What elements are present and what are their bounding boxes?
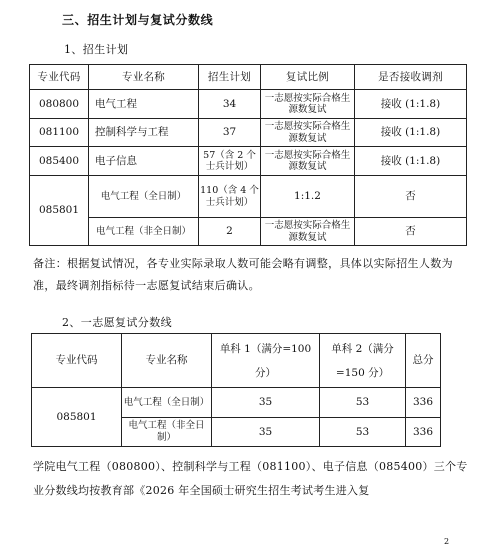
- bottom-paragraph: 学院电气工程（080800）、控制科学与工程（081100）、电子信息（085400）三个专业分数线均按教育部《2026 年全国硕士研究生招生考试考生进入复: [33, 460, 468, 497]
- header-code: 专业代码: [30, 65, 89, 90]
- cell-code: 085801: [30, 176, 89, 246]
- cell-plan: 2: [199, 218, 261, 246]
- table-row: [30, 90, 467, 119]
- cell-adjust: 接收 (1:1.8): [355, 147, 467, 176]
- header-name: 专业名称: [122, 334, 212, 388]
- table-row: [30, 218, 467, 246]
- header-adjust: 是否接收调剂: [355, 65, 467, 90]
- cell-total: 336: [406, 418, 441, 447]
- table-row: [30, 176, 467, 218]
- table-row: [30, 147, 467, 176]
- header-plan: 招生计划: [199, 65, 261, 90]
- cell-ratio: 一志愿按实际合格生源数复试: [261, 90, 355, 119]
- cell-name: 电气工程（全日制）: [89, 176, 199, 218]
- header-code: 专业代码: [32, 334, 122, 388]
- header-total: 总分: [406, 334, 441, 388]
- cell-name: 电气工程（全日制）: [122, 388, 212, 418]
- cell-name: 电气工程: [89, 90, 199, 119]
- cell-name: 电气工程（非全日制）: [122, 418, 212, 447]
- cell-ratio: 一志愿按实际合格生源数复试: [261, 218, 355, 246]
- cell-plan: 37: [199, 119, 261, 147]
- cell-score2: 53: [320, 388, 406, 418]
- cell-name: 电子信息: [89, 147, 199, 176]
- cell-code: 080800: [30, 90, 89, 119]
- cell-score1: 35: [212, 418, 320, 447]
- plan-subtitle: 1、招生计划: [64, 43, 129, 56]
- note-text: 备注：根据复试情况，各专业实际录取人数可能会略有调整，具体以实际招生人数为准，最终调剂指标待一志愿复试结束后确认。: [33, 257, 453, 292]
- cell-score1: 35: [212, 388, 320, 418]
- cell-ratio: 一志愿按实际合格生源数复试: [261, 147, 355, 176]
- cell-ratio: 1:1.2: [261, 176, 355, 218]
- cell-adjust: 接收 (1:1.8): [355, 90, 467, 119]
- cell-plan: 57（含 2 个士兵计划）: [199, 147, 261, 176]
- cell-code: 085801: [32, 388, 122, 447]
- cell-code: 081100: [30, 119, 89, 147]
- retest-score-table: [31, 333, 441, 447]
- cell-score2: 53: [320, 418, 406, 447]
- table-header-row: [32, 334, 441, 388]
- cell-plan: 34: [199, 90, 261, 119]
- cell-adjust: 否: [355, 218, 467, 246]
- page-number: 2: [444, 537, 450, 546]
- header-name: 专业名称: [89, 65, 199, 90]
- enrollment-plan-table: [29, 64, 467, 246]
- cell-name: 电气工程（非全日制）: [89, 218, 199, 246]
- cell-name: 控制科学与工程: [89, 119, 199, 147]
- header-subject2: 单科 2（满分=150 分）: [320, 334, 406, 388]
- header-ratio: 复试比例: [261, 65, 355, 90]
- table-row: [32, 388, 441, 418]
- cell-adjust: 接收 (1:1.8): [355, 119, 467, 147]
- table-header-row: [30, 65, 467, 90]
- cell-code: 085400: [30, 147, 89, 176]
- header-subject1: 单科 1（满分=100分）: [212, 334, 320, 388]
- cell-total: 336: [406, 388, 441, 418]
- section-title: 三、招生计划与复试分数线: [62, 13, 214, 27]
- table-row: [30, 119, 467, 147]
- cell-ratio: 一志愿按实际合格生源数复试: [261, 119, 355, 147]
- score-subtitle: 2、一志愿复试分数线: [62, 316, 172, 329]
- cell-adjust: 否: [355, 176, 467, 218]
- cell-plan: 110（含 4 个士兵计划）: [199, 176, 261, 218]
